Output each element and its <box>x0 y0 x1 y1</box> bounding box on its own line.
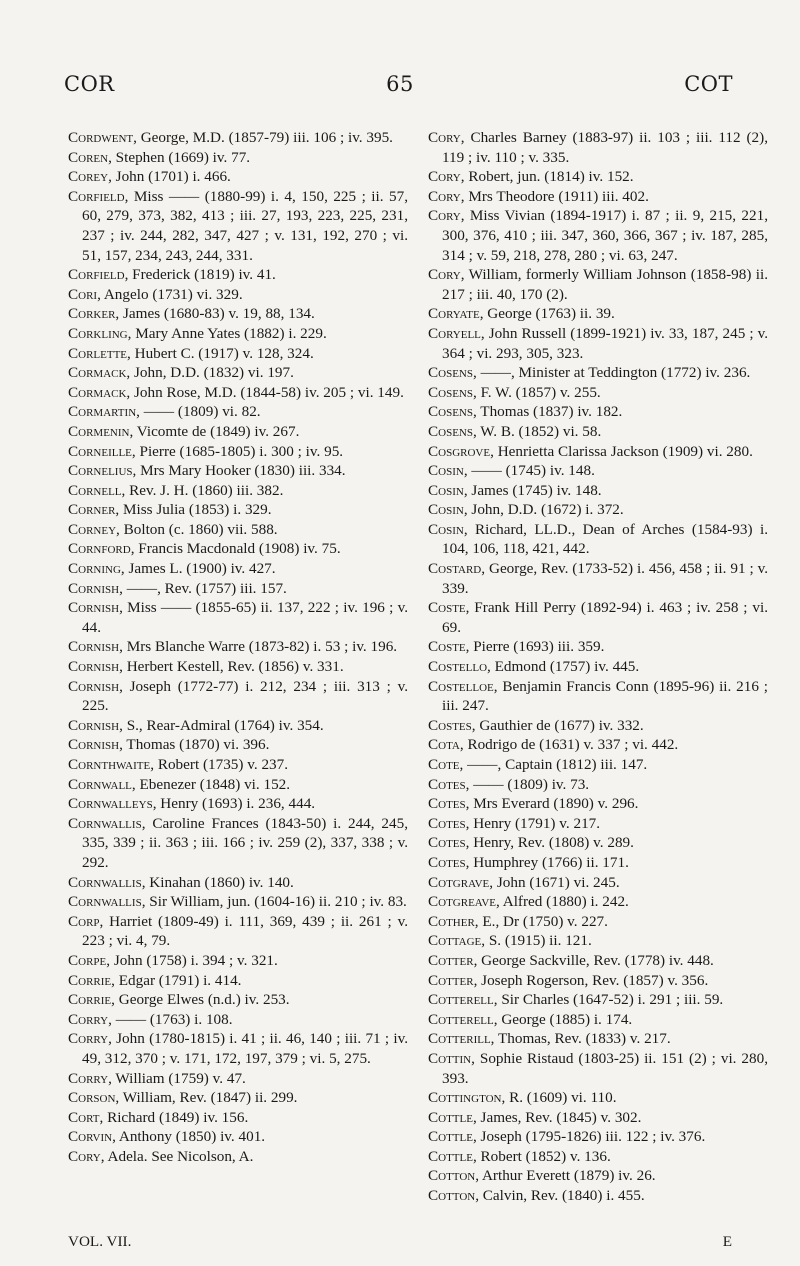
entry-details: , Pierre (1685-1805) i. 300 ; iv. 95. <box>131 442 344 460</box>
index-entry <box>428 1088 768 1108</box>
entry-surname: Cotes <box>428 834 466 852</box>
entry-surname: Cotgreave <box>428 893 496 911</box>
entry-surname: Coren <box>68 148 109 166</box>
entry-details: , Sir William, jun. (1604-16) ii. 210 ; iv. 83. <box>141 893 407 911</box>
entry-details: , Anthony (1850) iv. 401. <box>112 1128 266 1146</box>
entry-surname: Cosin <box>428 481 464 499</box>
entry-details: , Mrs Blanche Warre (1873-82) i. 53 ; iv. 196. <box>119 638 398 656</box>
index-entry <box>68 1147 408 1167</box>
entry-surname: Costelloe <box>428 677 494 695</box>
index-entry <box>68 304 408 324</box>
index-entry <box>428 735 768 755</box>
index-entry <box>428 1049 768 1088</box>
entry-details: , George (1763) ii. 39. <box>479 305 615 323</box>
entry-surname: Cornford <box>68 540 131 558</box>
index-entry <box>68 951 408 971</box>
index-entry <box>428 187 768 207</box>
entry-surname: Cornish <box>68 677 120 695</box>
entry-details: , James, Rev. (1845) v. 302. <box>472 1108 642 1126</box>
entry-surname: Corner <box>68 501 116 519</box>
index-entry <box>428 500 768 520</box>
entry-details: , Miss Julia (1853) i. 329. <box>115 501 272 519</box>
entry-surname: Cornwallis <box>68 873 142 891</box>
entry-details: , Henry (1791) v. 217. <box>465 814 601 832</box>
entry-details: , Joseph (1772-77) i. 212, 234 ; iii. 313 ; v. 225. <box>82 677 408 715</box>
entry-details: , Miss Vivian (1894-1917) i. 87 ; ii. 9, 215, 221, 300, 376, 410 ; iii. 347, 360, 366, 367 ; iv. 187, 285, 314 ; v. 59, 218, 278, 280 ; vi. 63, 247. <box>442 207 768 264</box>
entry-surname: Cormenin <box>68 422 130 440</box>
entry-surname: Cosgrove <box>428 442 491 460</box>
index-entry <box>68 873 408 893</box>
entry-surname: Corry <box>68 1010 109 1028</box>
entry-surname: Cory <box>428 129 461 146</box>
entry-details: , Thomas, Rev. (1833) v. 217. <box>490 1030 671 1048</box>
index-entry <box>68 559 408 579</box>
entry-details: , Mrs Mary Hooker (1830) iii. 334. <box>132 462 346 480</box>
entry-surname: Cornish <box>68 599 120 617</box>
index-entry <box>428 1186 768 1206</box>
entry-details: , Bolton (c. 1860) vii. 588. <box>116 520 278 538</box>
entry-surname: Corker <box>68 305 116 323</box>
index-entry <box>68 637 408 657</box>
entry-surname: Cornell <box>68 481 122 499</box>
entry-surname: Cosin <box>428 462 464 480</box>
entry-surname: Cormack <box>68 383 127 401</box>
entry-details: , John Rose, M.D. (1844-58) iv. 205 ; vi. 149. <box>126 383 404 401</box>
entry-surname: Cori <box>68 285 98 303</box>
entry-details: , Humphrey (1766) ii. 171. <box>465 853 629 871</box>
entry-details: , Miss —— (1855-65) ii. 137, 222 ; iv. 196 ; v. 44. <box>82 599 408 636</box>
entry-surname: Cosens <box>428 403 473 421</box>
entry-surname: Cory <box>428 266 461 284</box>
index-entry <box>68 481 408 501</box>
index-entry <box>428 520 768 559</box>
entry-surname: Cornwalleys <box>68 795 153 813</box>
entry-details: , James L. (1900) iv. 427. <box>120 560 276 578</box>
index-entry <box>68 716 408 736</box>
entry-details: , John, D.D. (1832) vi. 197. <box>126 364 294 382</box>
index-entry <box>68 265 408 285</box>
index-entry <box>68 148 408 168</box>
index-entry <box>428 324 768 363</box>
entry-details: , Harriet (1809-49) i. 111, 369, 439 ; ii. 261 ; v. 223 ; vi. 4, 79. <box>82 912 408 950</box>
entry-details: , Robert, jun. (1814) iv. 152. <box>460 168 634 186</box>
entry-surname: Corvin <box>68 1128 113 1146</box>
index-entry <box>428 402 768 422</box>
entry-details: , John (1780-1815) i. 41 ; ii. 46, 140 ; iii. 71 ; iv. 49, 312, 370 ; v. 171, 172, 197, 379 ; vi. 5, 275. <box>82 1030 408 1067</box>
entry-surname: Cotgrave <box>428 873 490 891</box>
entry-surname: Cotes <box>428 814 466 832</box>
index-entry <box>428 206 768 265</box>
index-entry <box>68 285 408 305</box>
page-footer <box>0 1233 800 1255</box>
entry-details: , S., Rear-Admiral (1764) iv. 354. <box>119 716 324 734</box>
entry-details: , William, Rev. (1847) ii. 299. <box>115 1089 298 1107</box>
index-entry <box>68 990 408 1010</box>
entry-surname: Corfield <box>68 187 125 205</box>
index-entry <box>68 912 408 951</box>
index-entry <box>428 775 768 795</box>
entry-surname: Cosin <box>428 501 464 519</box>
entry-surname: Cotter <box>428 971 474 989</box>
entry-details: , Joseph (1795-1826) iii. 122 ; iv. 376. <box>472 1128 706 1146</box>
index-entry <box>68 677 408 716</box>
entry-details: , George Sackville, Rev. (1778) iv. 448. <box>473 951 714 969</box>
entry-details: , Robert (1735) v. 237. <box>150 756 289 773</box>
index-entry <box>428 442 768 462</box>
entry-surname: Cother <box>428 912 475 930</box>
index-entry <box>428 422 768 442</box>
entry-details: , Henry, Rev. (1808) v. 289. <box>465 834 634 852</box>
index-entry <box>428 794 768 814</box>
entry-details: , Henrietta Clarissa Jackson (1909) vi. 280. <box>490 442 753 460</box>
index-entry <box>428 559 768 598</box>
entry-details: , Frank Hill Perry (1892-94) i. 463 ; iv. 258 ; vi. 69. <box>442 599 768 636</box>
entry-surname: Corry <box>68 1069 109 1087</box>
entry-surname: Cornish <box>68 579 120 597</box>
index-entry <box>428 1108 768 1128</box>
index-entry <box>68 500 408 520</box>
entry-surname: Cotterell <box>428 1010 494 1028</box>
entry-surname: Cornish <box>68 716 120 734</box>
entry-details: , Thomas (1837) iv. 182. <box>472 403 623 421</box>
index-column-left <box>68 128 408 1166</box>
entry-details: , Richard (1849) iv. 156. <box>99 1108 249 1126</box>
index-entry <box>428 1147 768 1167</box>
entry-surname: Cornthwaite <box>68 756 151 773</box>
entry-surname: Cosens <box>428 383 473 401</box>
index-entry <box>428 481 768 501</box>
entry-details: , John, D.D. (1672) i. 372. <box>463 501 624 519</box>
index-entry <box>68 579 408 599</box>
entry-surname: Coste <box>428 638 466 656</box>
entry-surname: Corkling <box>68 324 128 342</box>
entry-surname: Corrie <box>68 971 112 989</box>
index-entry <box>68 344 408 364</box>
index-entry <box>428 304 768 324</box>
entry-details: , Edgar (1791) i. 414. <box>111 971 242 989</box>
entry-surname: Cory <box>428 168 461 186</box>
entry-details: , George Elwes (n.d.) iv. 253. <box>111 991 290 1009</box>
index-entry <box>68 461 408 481</box>
index-entry <box>68 735 408 755</box>
entry-surname: Cotterell <box>428 991 494 1009</box>
index-entry <box>68 402 408 422</box>
entry-details: , Mary Anne Yates (1882) i. 229. <box>127 324 327 342</box>
index-entry <box>68 775 408 795</box>
index-entry <box>428 677 768 716</box>
entry-details: , Pierre (1693) iii. 359. <box>465 638 605 656</box>
entry-details: , William, formerly William Johnson (1858-98) ii. 217 ; iii. 40, 170 (2). <box>442 266 768 303</box>
entry-details: , ——, Rev. (1757) iii. 157. <box>119 579 287 597</box>
entry-details: , Henry (1693) i. 236, 444. <box>152 795 316 813</box>
entry-details: , Richard, LL.D., Dean of Arches (1584-93) i. 104, 106, 118, 421, 442. <box>442 520 768 558</box>
entry-details: , William (1759) v. 47. <box>108 1069 246 1087</box>
index-entry <box>68 539 408 559</box>
entry-surname: Corson <box>68 1089 116 1107</box>
header-left-guideword: COR <box>64 72 115 96</box>
entry-details: , Thomas (1870) vi. 396. <box>119 736 270 754</box>
entry-details: , Alfred (1880) i. 242. <box>495 893 629 911</box>
entry-details: , George, M.D. (1857-79) iii. 106 ; iv. 395. <box>133 129 393 146</box>
entry-details: , John (1671) vi. 245. <box>489 873 620 891</box>
index-entry <box>428 1010 768 1030</box>
entry-surname: Costes <box>428 716 472 734</box>
entry-surname: Cormack <box>68 364 127 382</box>
entry-surname: Corney <box>68 520 117 538</box>
entry-surname: Corlette <box>68 344 128 362</box>
entry-surname: Cotes <box>428 853 466 871</box>
entry-details: , Mrs Everard (1890) v. 296. <box>465 795 639 813</box>
index-entry <box>428 1127 768 1147</box>
entry-surname: Cordwent <box>68 129 134 146</box>
entry-surname: Coste <box>428 599 466 617</box>
entry-surname: Cosin <box>428 520 464 538</box>
index-entry <box>428 833 768 853</box>
entry-surname: Corfield <box>68 266 125 284</box>
entry-details: , Arthur Everett (1879) iv. 26. <box>475 1167 656 1185</box>
entry-details: , S. (1915) ii. 121. <box>481 932 592 950</box>
index-entry <box>68 1010 408 1030</box>
index-entry <box>68 598 408 637</box>
entry-details: , Benjamin Francis Conn (1895-96) ii. 216 ; iii. 247. <box>442 677 768 715</box>
entry-details: , R. (1609) vi. 110. <box>501 1089 617 1107</box>
entry-surname: Cort <box>68 1108 100 1126</box>
index-entry <box>68 794 408 814</box>
entry-details: , James (1745) iv. 148. <box>463 481 602 499</box>
index-entry <box>68 187 408 265</box>
index-entry <box>428 657 768 677</box>
index-entry <box>68 324 408 344</box>
entry-details: , Herbert Kestell, Rev. (1856) v. 331. <box>119 658 344 676</box>
entry-surname: Cottle <box>428 1128 473 1146</box>
index-entry <box>428 128 768 167</box>
entry-surname: Cottle <box>428 1108 473 1126</box>
index-entry <box>428 951 768 971</box>
entry-surname: Cory <box>428 187 461 205</box>
entry-surname: Cottle <box>428 1147 473 1165</box>
index-entry <box>68 1108 408 1128</box>
index-entry <box>428 461 768 481</box>
entry-surname: Cotton <box>428 1167 476 1185</box>
entry-details: , Edmond (1757) iv. 445. <box>487 658 640 676</box>
index-entry <box>68 814 408 873</box>
index-entry <box>68 422 408 442</box>
entry-surname: Cote <box>428 756 460 773</box>
entry-details: , —— (1809) vi. 82. <box>136 403 261 421</box>
entry-details: , Rev. J. H. (1860) iii. 382. <box>121 481 284 499</box>
entry-details: , —— (1763) i. 108. <box>108 1010 233 1028</box>
index-entry <box>428 853 768 873</box>
index-entry <box>428 1029 768 1049</box>
index-entry <box>428 716 768 736</box>
index-entry <box>428 755 768 775</box>
entry-details: , Frederick (1819) iv. 41. <box>124 266 276 284</box>
entry-surname: Costello <box>428 658 488 676</box>
entry-details: , Francis Macdonald (1908) iv. 75. <box>130 540 341 558</box>
entry-details: , Caroline Frances (1843-50) i. 244, 245, 335, 339 ; ii. 363 ; iii. 166 ; iv. 259 (2), 337, 338 ; v. 292. <box>82 814 408 871</box>
page-number: 65 <box>386 72 414 96</box>
index-entry <box>68 520 408 540</box>
entry-details: , Vicomte de (1849) iv. 267. <box>129 422 300 440</box>
entry-surname: Coryell <box>428 324 481 342</box>
index-entry <box>428 873 768 893</box>
index-entry <box>428 598 768 637</box>
entry-details: , Gauthier de (1677) iv. 332. <box>471 716 644 734</box>
entry-details: , Adela. See Nicolson, A. <box>100 1147 254 1165</box>
entry-details: , Charles Barney (1883-97) ii. 103 ; iii. 112 (2), 119 ; iv. 110 ; v. 335. <box>442 129 768 166</box>
entry-surname: Cotterill <box>428 1030 491 1048</box>
entry-details: , W. B. (1852) vi. 58. <box>472 422 602 440</box>
entry-surname: Coryate <box>428 305 480 323</box>
index-entry <box>428 265 768 304</box>
entry-details: , Stephen (1669) iv. 77. <box>108 148 251 166</box>
index-entry <box>428 971 768 991</box>
page-header <box>0 72 800 102</box>
index-entry <box>68 1029 408 1068</box>
entry-surname: Cory <box>428 207 461 225</box>
entry-surname: Cornwallis <box>68 893 142 911</box>
entry-details: , Robert (1852) v. 136. <box>472 1147 611 1165</box>
header-right-guideword: COT <box>684 72 733 96</box>
signature-mark: E <box>722 1233 732 1250</box>
index-entry <box>68 971 408 991</box>
entry-details: , John (1758) i. 394 ; v. 321. <box>106 951 278 969</box>
index-column-right <box>428 128 768 1206</box>
index-entry <box>68 892 408 912</box>
entry-details: , Rodrigo de (1631) v. 337 ; vi. 442. <box>459 736 679 754</box>
entry-surname: Cornish <box>68 638 120 656</box>
index-entry <box>428 814 768 834</box>
index-entry <box>68 442 408 462</box>
entry-surname: Cornish <box>68 736 120 754</box>
entry-details: , E., Dr (1750) v. 227. <box>474 912 608 930</box>
index-entry <box>428 637 768 657</box>
entry-surname: Cotes <box>428 775 466 793</box>
entry-details: , John (1701) i. 466. <box>108 168 231 186</box>
index-entry <box>428 990 768 1010</box>
entry-surname: Cornwall <box>68 775 132 793</box>
entry-surname: Cosens <box>428 422 473 440</box>
index-entry <box>428 1166 768 1186</box>
entry-surname: Cornelius <box>68 462 133 480</box>
entry-details: , ——, Minister at Teddington (1772) iv. 236. <box>472 364 751 382</box>
index-entry <box>68 1127 408 1147</box>
entry-details: , ——, Captain (1812) iii. 147. <box>459 756 648 773</box>
entry-details: , —— (1809) iv. 73. <box>465 775 590 793</box>
entry-surname: Corey <box>68 168 109 186</box>
entry-surname: Cota <box>428 736 460 754</box>
entry-surname: Cormartin <box>68 403 137 421</box>
entry-surname: Corneille <box>68 442 132 460</box>
entry-details: , Miss —— (1880-99) i. 4, 150, 225 ; ii. 57, 60, 279, 373, 382, 413 ; iii. 27, 193, 223, 225, 231, 237 ; iv. 244, 282, 347, 427 ; v. 131, 192, 270 ; vi. 51, 157, 234, 243, 244, 331. <box>82 187 408 264</box>
entry-surname: Corp <box>68 912 100 930</box>
entry-surname: Corrie <box>68 991 112 1009</box>
index-entry <box>68 1088 408 1108</box>
entry-details: , James (1680-83) v. 19, 88, 134. <box>115 305 315 323</box>
entry-details: , Sophie Ristaud (1803-25) ii. 151 (2) ; vi. 280, 393. <box>442 1049 768 1087</box>
entry-surname: Cornwallis <box>68 814 142 832</box>
index-entry <box>68 167 408 187</box>
entry-surname: Corning <box>68 560 121 578</box>
entry-details: , Joseph Rogerson, Rev. (1857) v. 356. <box>473 971 709 989</box>
entry-details: , Ebenezer (1848) vi. 152. <box>131 775 291 793</box>
entry-surname: Cottington <box>428 1089 502 1107</box>
index-entry <box>68 363 408 383</box>
entry-surname: Cory <box>68 1147 101 1165</box>
entry-details: , Mrs Theodore (1911) iii. 402. <box>460 187 649 205</box>
index-entry <box>428 912 768 932</box>
volume-label: VOL. VII. <box>68 1233 132 1250</box>
entry-surname: Cosens <box>428 364 473 382</box>
entry-surname: Cornish <box>68 658 120 676</box>
entry-details: , —— (1745) iv. 148. <box>463 462 595 480</box>
entry-details: , George, Rev. (1733-52) i. 456, 458 ; ii. 91 ; v. 339. <box>442 560 768 597</box>
entry-details: , Sir Charles (1647-52) i. 291 ; iii. 59. <box>493 991 724 1009</box>
index-entry <box>68 383 408 403</box>
entry-surname: Cottage <box>428 932 482 950</box>
index-entry <box>428 892 768 912</box>
index-entry <box>428 931 768 951</box>
entry-surname: Corry <box>68 1030 109 1048</box>
entry-surname: Corpe <box>68 951 107 969</box>
entry-details: , Hubert C. (1917) v. 128, 324. <box>127 344 314 362</box>
index-entry <box>68 1069 408 1089</box>
entry-details: , Calvin, Rev. (1840) i. 455. <box>475 1187 645 1205</box>
entry-surname: Cotes <box>428 795 466 813</box>
entry-details: , Kinahan (1860) iv. 140. <box>141 873 294 891</box>
entry-details: , F. W. (1857) v. 255. <box>472 383 601 401</box>
entry-surname: Costard <box>428 560 482 578</box>
index-entry <box>428 363 768 383</box>
index-entry <box>68 755 408 775</box>
entry-details: , George (1885) i. 174. <box>493 1010 633 1028</box>
entry-surname: Cotter <box>428 951 474 969</box>
index-entry <box>68 128 408 148</box>
index-entry <box>428 167 768 187</box>
index-entry <box>68 657 408 677</box>
entry-details: , John Russell (1899-1921) iv. 33, 187, 245 ; v. 364 ; vi. 293, 305, 323. <box>442 324 768 362</box>
entry-details: , Angelo (1731) vi. 329. <box>97 285 243 303</box>
entry-surname: Cotton <box>428 1187 476 1205</box>
entry-surname: Cottin <box>428 1049 472 1067</box>
index-entry <box>428 383 768 403</box>
